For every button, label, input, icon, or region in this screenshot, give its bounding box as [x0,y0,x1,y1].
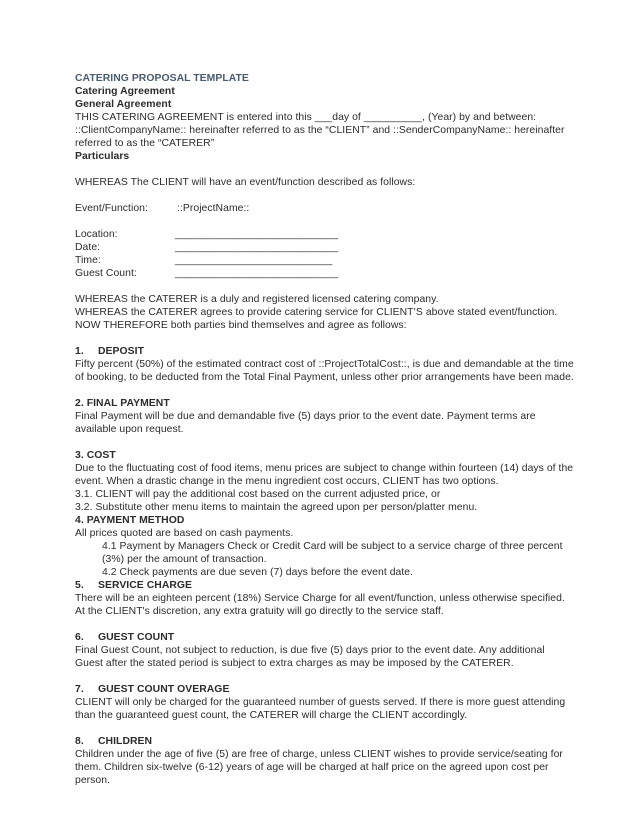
section-cost-option: 3.2. Substitute other menu items to maintain the agreed upon per person/platter menu. [75,502,478,513]
location-blank: ____________________________ [175,229,339,240]
particulars-heading: Particulars [75,151,130,162]
section-cost-option: 3.1. CLIENT will pay the additional cost based on the current adjusted price, or [75,489,441,500]
whereas-event-paragraph: WHEREAS The CLIENT will have an event/function described as follows: [75,177,416,188]
section-payment-method-item: 4.2 Check payments are due seven (7) days before the event date. [102,567,414,578]
section-service-charge-text: At the CLIENT's discretion, any extra gratuity will go directly to the service staff. [75,606,444,617]
guest-count-label: Guest Count: [75,268,137,279]
whereas-line: NOW THEREFORE both parties bind themselves and agree as follows: [75,320,407,331]
section-final-payment-text: Final Payment will be due and demandable five (5) days prior to the event date. Payment terms are available upon request. [75,411,536,435]
section-heading-cost: 3. COST [75,450,116,461]
guest-count-row [75,267,575,280]
document-body [75,72,575,787]
section-heading-children: 8. CHILDREN [75,736,153,747]
section-heading-guest-count: 6. GUEST COUNT [75,632,175,643]
section-guest-overage-text: CLIENT will only be charged for the guaranteed number of guests served. If there is more guest attending than the guaranteed guest count, the CATERER will charge the CLIENT accordingly. [75,697,566,721]
time-label: Time: [75,255,101,266]
section-children-text: Children under the age of five (5) are free of charge, unless CLIENT wishes to provide service/seating for them. Children six-twelve (6-12) years of age will be charged at half price on the agreed upon cost per person. [75,749,563,786]
event-function-label: Event/Function: [75,203,148,214]
location-row [75,228,575,241]
section-heading-final-payment: 2. FINAL PAYMENT [75,398,170,409]
section-heading-payment-method: 4. PAYMENT METHOD [75,515,185,526]
event-function-value: ::ProjectName:: [177,203,250,214]
whereas-line: WHEREAS the CATERER agrees to provide catering service for CLIENT’S above stated event/function. [75,307,558,318]
section-deposit-text: Fifty percent (50%) of the estimated contract cost of ::ProjectTotalCost::, is due and demandable at the time of booking, to be deducted from the Total Final Payment, unless other prior arrangements have been made. [75,359,574,383]
subtitle-general-agreement: General Agreement [75,99,172,110]
section-payment-method-item: 4.1 Payment by Managers Check or Credit Card will be subject to a service charge of three percent (3%) per the amount of transaction. [102,541,563,565]
subtitle-catering-agreement: Catering Agreement [75,86,175,97]
intro-paragraph: THIS CATERING AGREEMENT is entered into this ___day of __________, (Year) by and between: ::ClientCompanyName:: hereinafter referred to as the “CLIENT” and ::SenderCompanyName:: hereinafter referred to as the “CATERER” [75,112,565,149]
location-label: Location: [75,229,118,240]
section-service-charge-text: There will be an eighteen percent (18%) Service Charge for all event/function, unless otherwise specified. [75,593,565,604]
section-cost-text: Due to the fluctuating cost of food items, menu prices are subject to change within fourteen (14) days of the event. When a drastic change in the menu ingredient cost occurs, CLIENT has two options. [75,463,574,487]
date-label: Date: [75,242,101,253]
date-row [75,241,575,254]
section-payment-method-text: All prices quoted are based on cash payments. [75,528,294,539]
whereas-line: WHEREAS the CATERER is a duly and registered licensed catering company. [75,294,439,305]
document-title: CATERING PROPOSAL TEMPLATE [75,73,249,84]
section-heading-guest-overage: 7. GUEST COUNT OVERAGE [75,684,230,695]
section-guest-count-text: Final Guest Count, not subject to reduction, is due five (5) days prior to the event date. Any additional Guest after the stated period is subject to extra charges as may be imposed by the CATERER. [75,645,545,669]
section-heading-deposit: 1. DEPOSIT [75,346,144,357]
section-heading-service-charge: 5. SERVICE CHARGE [75,580,193,591]
event-function-row [75,202,575,215]
date-blank: ____________________________ [175,242,339,253]
time-blank: ___________________________ [175,255,333,266]
guest-count-blank: ____________________________ [175,268,339,279]
time-row [75,254,575,267]
